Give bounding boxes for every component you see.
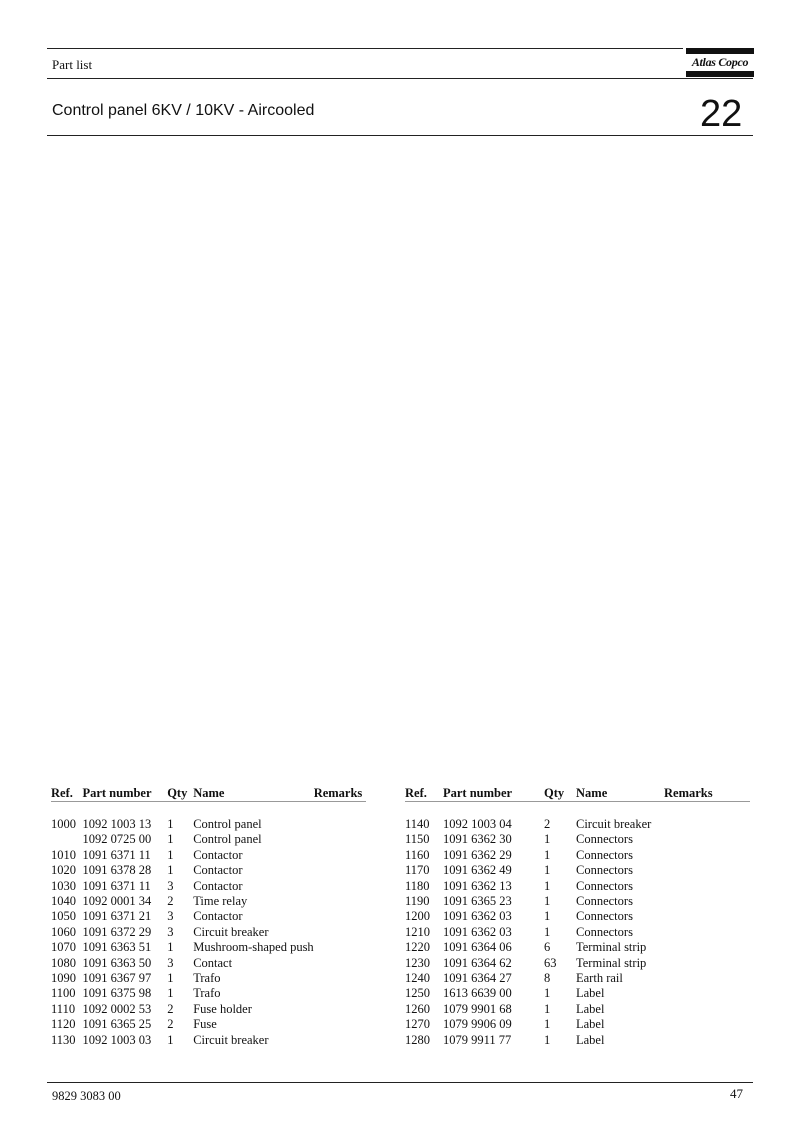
cell-part-number: 1091 6362 49 [443,863,512,878]
cell-ref: 1260 [405,1001,430,1016]
cell-part-number: 1092 0001 34 [82,894,152,909]
cell-qty: 1 [544,847,551,862]
cell-ref: 1080 [51,955,76,970]
cell-part-number: 1092 0725 00 [82,832,152,847]
col-header-qty: Qty [167,786,188,800]
cell-ref: 1010 [51,847,76,862]
cell-qty: 1 [167,1032,174,1047]
cell-remarks [664,832,750,847]
cell-part-number: 1091 6362 30 [443,832,512,847]
footer-rule [47,1082,753,1083]
cell-qty: 1 [167,971,174,986]
cell-remarks [664,1017,750,1032]
logo-top-bar [686,48,754,54]
cell-name: Contactor [193,863,243,878]
cell-remarks [314,894,366,909]
cell-remarks [314,879,366,894]
cell-part-number: 1092 0002 53 [82,1001,152,1016]
table-row [405,832,750,847]
table-header-row [51,785,366,802]
table-row [51,925,366,940]
cell-remarks [664,879,750,894]
table-row [51,986,366,1001]
cell-qty: 1 [544,986,551,1001]
cell-qty: 8 [544,971,551,986]
col-header-part-number: Part number [82,786,152,800]
table-row [51,863,366,878]
cell-ref: 1250 [405,986,430,1001]
cell-part-number: 1091 6375 98 [82,986,152,1001]
cell-ref: 1140 [405,817,430,831]
col-header-ref: Ref. [51,786,73,800]
cell-name: Trafo [193,986,221,1001]
cell-name: Time relay [193,894,248,909]
cell-name: Control panel [193,817,262,831]
cell-part-number: 1091 6364 06 [443,940,512,955]
cell-part-number: 1091 6364 27 [443,971,512,986]
cell-name: Label [576,1001,605,1016]
cell-qty: 2 [167,894,174,909]
cell-remarks [664,940,750,955]
cell-ref: 1280 [405,1032,430,1047]
cell-part-number: 1079 9901 68 [443,1001,512,1016]
cell-name: Label [576,1032,605,1047]
cell-part-number: 1091 6371 21 [82,909,152,924]
parts-table-left [51,785,366,1048]
parts-table-right [405,785,750,1048]
cell-ref: 1070 [51,940,76,955]
cell-remarks [314,832,366,847]
cell-part-number: 1091 6362 03 [443,909,512,924]
cell-qty: 1 [544,1032,551,1047]
cell-remarks [664,1033,750,1048]
cell-qty: 2 [167,1017,174,1032]
table-row [51,848,366,863]
cell-qty: 1 [167,847,174,862]
cell-ref: 1120 [51,1017,76,1032]
header-top-rule [47,48,683,49]
cell-qty: 2 [167,1001,174,1016]
parts-table-right-body [405,802,750,1049]
table-row [51,909,366,924]
cell-remarks [314,925,366,940]
col-header-part-number: Part number [443,786,513,800]
cell-part-number: 1091 6362 13 [443,878,512,893]
cell-remarks [314,817,366,832]
header-sub-rule [47,78,753,79]
cell-part-number: 1613 6639 00 [443,986,512,1001]
cell-qty: 1 [167,817,174,831]
cell-ref: 1000 [51,817,76,831]
table-row [51,894,366,909]
cell-part-number: 1091 6363 51 [82,940,152,955]
logo-bottom-bar [686,71,754,77]
table-row [51,1017,366,1032]
cell-qty: 1 [544,1001,551,1016]
page-number: 47 [730,1086,743,1101]
cell-qty: 2 [544,817,551,831]
cell-remarks [314,863,366,878]
cell-part-number: 1091 6371 11 [82,878,151,893]
cell-name: Contactor [193,847,243,862]
cell-part-number: 1091 6362 03 [443,924,512,939]
table-row [405,1033,750,1048]
cell-name: Mushroom-shaped push [193,940,314,955]
cell-remarks [664,925,750,940]
section-label: Part list [52,57,93,72]
cell-remarks [664,894,750,909]
table-row [405,971,750,986]
cell-ref: 1210 [405,924,430,939]
cell-name: Connectors [576,894,633,909]
cell-qty: 1 [167,832,174,847]
table-row [405,925,750,940]
cell-name: Circuit breaker [193,924,269,939]
cell-ref: 1240 [405,971,430,986]
table-row [51,940,366,955]
logo-text: Atlas Copco [691,55,749,69]
cell-qty: 1 [544,924,551,939]
cell-qty: 3 [167,924,174,939]
table-row [405,894,750,909]
cell-ref: 1060 [51,924,76,939]
cell-ref: 1110 [51,1001,76,1016]
cell-qty: 1 [167,940,174,955]
cell-part-number: 1091 6365 23 [443,894,512,909]
spacer-row [405,802,750,818]
page-title: Control panel 6KV / 10KV - Aircooled [52,102,315,119]
table-row [51,817,366,832]
cell-ref: 1200 [405,909,430,924]
cell-remarks [314,940,366,955]
cell-ref: 1040 [51,894,76,909]
cell-remarks [314,1002,366,1017]
cell-remarks [664,956,750,971]
document-number: 9829 3083 00 [52,1089,121,1103]
cell-name: Circuit breaker [193,1032,269,1047]
cell-remarks [314,848,366,863]
cell-qty: 1 [167,863,174,878]
cell-ref: 1130 [51,1032,76,1047]
cell-remarks [314,986,366,1001]
table-row [405,817,750,832]
cell-ref: 1090 [51,971,76,986]
table-row [405,986,750,1001]
cell-part-number: 1091 6372 29 [82,924,152,939]
col-header-qty: Qty [544,786,565,800]
title-rule [47,135,753,136]
cell-name: Terminal strip [576,955,647,970]
cell-name: Fuse [193,1017,217,1032]
cell-name: Fuse holder [193,1001,252,1016]
cell-remarks [664,817,750,832]
cell-ref: 1230 [405,955,430,970]
cell-name: Connectors [576,847,633,862]
table-row [405,1017,750,1032]
cell-qty: 1 [544,909,551,924]
table-row [51,971,366,986]
cell-qty: 1 [544,832,551,847]
table-row [51,879,366,894]
cell-part-number: 1091 6363 50 [82,955,152,970]
cell-part-number: 1079 9906 09 [443,1017,512,1032]
section-number: 22 [700,93,743,135]
cell-ref: 1180 [405,878,430,893]
table-header-row [405,785,750,802]
cell-part-number: 1092 1003 03 [82,1032,152,1047]
cell-remarks [314,1033,366,1048]
cell-remarks [664,863,750,878]
cell-part-number: 1092 1003 13 [82,817,152,831]
table-row [51,1002,366,1017]
table-row [51,956,366,971]
cell-qty: 6 [544,940,551,955]
cell-remarks [664,848,750,863]
cell-remarks [314,956,366,971]
col-header-name: Name [193,786,225,800]
table-row [405,863,750,878]
cell-name: Connectors [576,832,633,847]
table-row [405,909,750,924]
cell-part-number: 1091 6362 29 [443,847,512,862]
cell-ref: 1220 [405,940,430,955]
cell-part-number: 1091 6364 62 [443,955,512,970]
parts-table-left-body [51,802,366,1049]
cell-qty: 1 [544,878,551,893]
table-row [51,1033,366,1048]
cell-qty: 63 [544,955,557,970]
cell-remarks [664,909,750,924]
cell-qty: 3 [167,955,174,970]
cell-part-number: 1091 6365 25 [82,1017,152,1032]
cell-ref: 1190 [405,894,430,909]
cell-remarks [664,986,750,1001]
cell-part-number: 1092 1003 04 [443,817,512,831]
cell-name: Trafo [193,971,221,986]
cell-remarks [314,909,366,924]
cell-ref: 1160 [405,847,430,862]
table-row [405,848,750,863]
cell-qty: 1 [544,1017,551,1032]
cell-ref: 1150 [405,832,430,847]
cell-name: Label [576,986,605,1001]
table-row [405,879,750,894]
cell-remarks [664,1002,750,1017]
cell-ref: 1170 [405,863,430,878]
col-header-remarks: Remarks [664,786,713,800]
cell-ref: 1100 [51,986,76,1001]
cell-qty: 3 [167,909,174,924]
table-row [51,832,366,847]
cell-qty: 1 [544,894,551,909]
col-header-remarks: Remarks [313,786,363,800]
cell-name: Label [576,1017,605,1032]
cell-part-number: 1091 6367 97 [82,971,152,986]
cell-part-number: 1091 6371 11 [82,847,151,862]
cell-name: Control panel [193,832,262,847]
spacer-row [51,802,366,818]
cell-name: Earth rail [576,971,623,986]
atlas-copco-logo [686,48,754,78]
cell-qty: 1 [167,986,174,1001]
cell-qty: 1 [544,863,551,878]
cell-remarks [314,971,366,986]
col-header-name: Name [576,786,608,800]
col-header-ref: Ref. [405,786,427,800]
cell-name: Terminal strip [576,940,647,955]
table-row [405,940,750,955]
cell-part-number: 1091 6378 28 [82,863,152,878]
cell-qty: 3 [167,878,174,893]
cell-ref: 1030 [51,878,76,893]
cell-name: Connectors [576,878,633,893]
cell-ref [51,832,82,847]
cell-name: Circuit breaker [576,817,652,831]
table-row [405,956,750,971]
cell-remarks [664,971,750,986]
cell-name: Contactor [193,878,243,893]
table-row [405,1002,750,1017]
cell-ref: 1050 [51,909,76,924]
cell-name: Contactor [193,909,243,924]
cell-name: Connectors [576,924,633,939]
cell-name: Contact [193,955,233,970]
cell-remarks [314,1017,366,1032]
cell-part-number: 1079 9911 77 [443,1032,512,1047]
cell-ref: 1020 [51,863,76,878]
cell-name: Connectors [576,909,633,924]
cell-name: Connectors [576,863,633,878]
cell-ref: 1270 [405,1017,430,1032]
